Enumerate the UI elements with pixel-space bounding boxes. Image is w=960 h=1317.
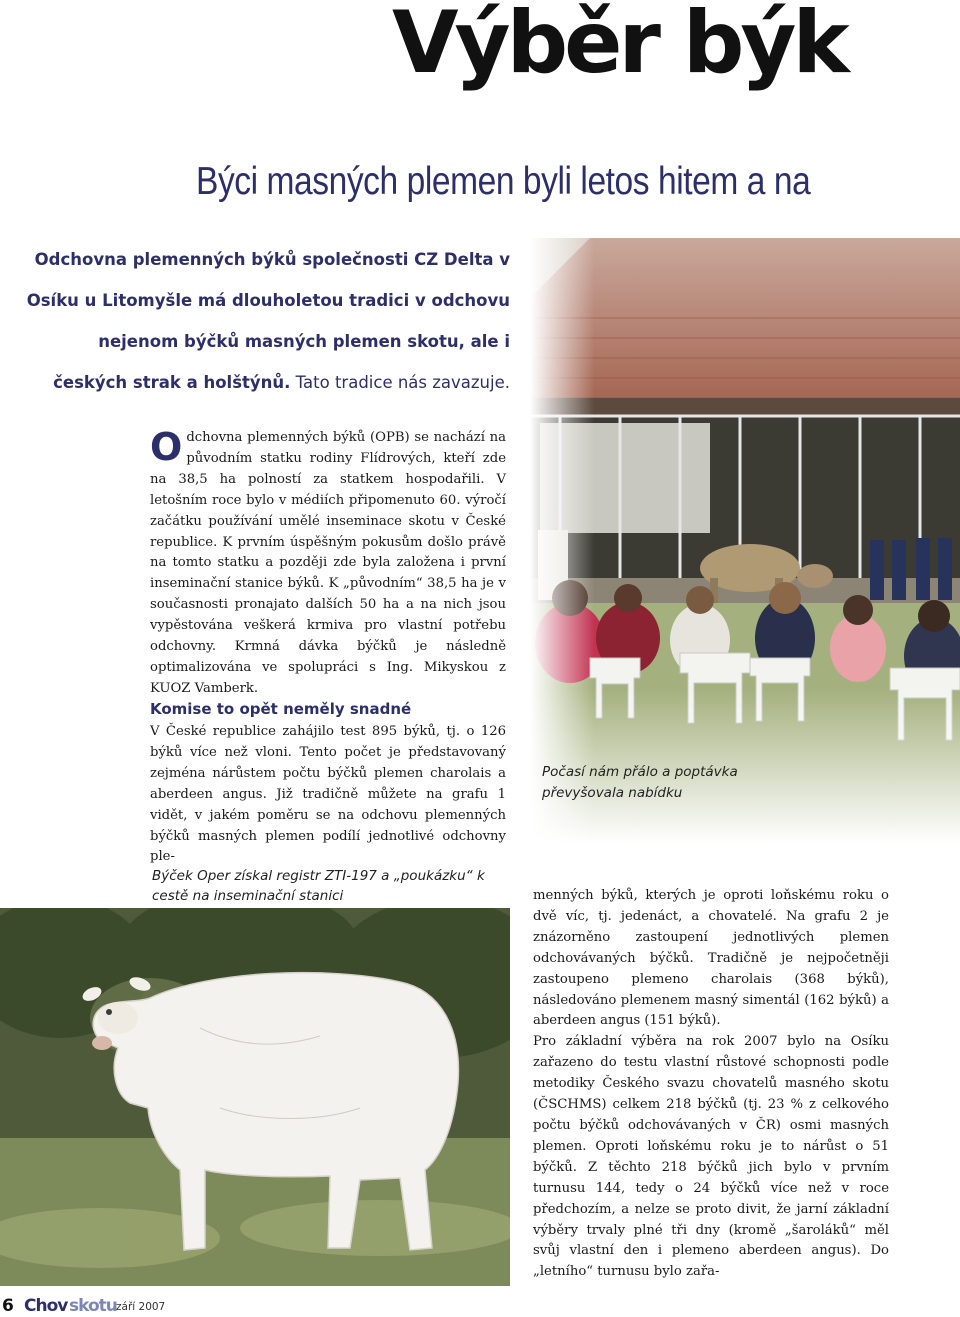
article-intro [150,425,506,700]
photo-caption: Počasí nám přálo a poptávka převyšovala nabídku [542,764,738,801]
page-subtitle: Býci masných plemen byli letos hitem a na [196,160,811,203]
intro-text: dchovna plemenných býků (OPB) se nachází na původním statku rodiny Flídrových, kteří zde na 38,5 ha polností za statkem hospodařili. V letošním roce bylo v médiích připomenuto 60. výročí začátku používání umělé inseminace skotu v České republice. K prvním úspěšným pokusům došlo právě na tomto statku a později zde byla založena i první inseminační stanice býků. K „původním“ 38,5 ha je v současnosti pronajato dalších 50 ha a na nich jsou vypěstována veškerá krmiva pro vlastní potřebu odchovny. Krmná dávka býčků je následně optimalizována ve spolupráci s Ing. Mikyskou z KUOZ Vamberk. [150,430,506,696]
show-audience-photo [530,238,960,843]
bull-photo-caption: Býček Oper získal registr ZTI-197 a „poukázku“ k cestě na inseminační stanici [152,868,485,904]
section-heading: Komise to opět neměly snadné [150,700,412,718]
magazine-logo-part2: skotu [69,1296,117,1316]
paragraph: menných býků, kterých je oproti loňskému roku o dvě víc, tj. jedenáct, a chovatelé. Na grafu 2 je znázorněno zastoupení jednotlivých plemen odchovávaných býčků. Tradičně je nejpočetněji zastoupeno plemeno charolais (368 býků), následováno plemenem masný simentál (162 býků) a aberdeen angus (151 býků). [533,888,889,1029]
drop-cap: O [150,425,183,469]
issue-date: září 2007 [116,1301,166,1313]
page-title: Výběr býk [392,0,846,93]
lead-text: Odchovna plemenných býků společnosti CZ Delta v Osíku u Litomyšle má dlouholetou tradici v odchovu nejenom býčků masných plemen skotu, ale i českých strak a holštýnů. [26,250,510,392]
page-footer [0,1296,300,1317]
paragraph: Pro základní výběra na rok 2007 bylo na Osíku zařazeno do testu vlastní růstové schopnosti podle metodiky Českého svazu chovatelů masného skotu (ČSCHMS) celkem 218 býčků (tj. 23 % z celkového počtu býčků odchovávaných v ČR) osmi masných plemen. Oproti loňskému roku je to nárůst o 51 býčků. Z těchto 218 býčků jich bylo v prvním turnusu 144, tedy o 24 býčků více než v roce předchozím, a nelze se proto divit, že jarní základní výběry trvaly plné tři dny (kromě „šaroláků“ měl svůj vlastní den i plemeno aberdeen angus). Do „letního“ turnusu bylo zařa- [533,1034,889,1280]
magazine-logo-part1: Chov [24,1296,68,1316]
lead-tail: Tato tradice nás zavazuje. [290,373,510,392]
lead-paragraph [20,239,510,403]
section-text: V České republice zahájilo test 895 býků, tj. o 126 býků více než vloni. Tento počet je představovaný zejména nárůstem počtu býčků plemen charolais a aberdeen angus. Již tradičně můžete na grafu 1 vidět, v jakém poměru se na odchovu plemenných býčků masných plemen podílí jednotlivé odchovny ple- [150,724,506,865]
page-number: 6 [2,1296,14,1316]
bull-photo [0,908,510,1286]
article-column-2 [533,886,889,1283]
